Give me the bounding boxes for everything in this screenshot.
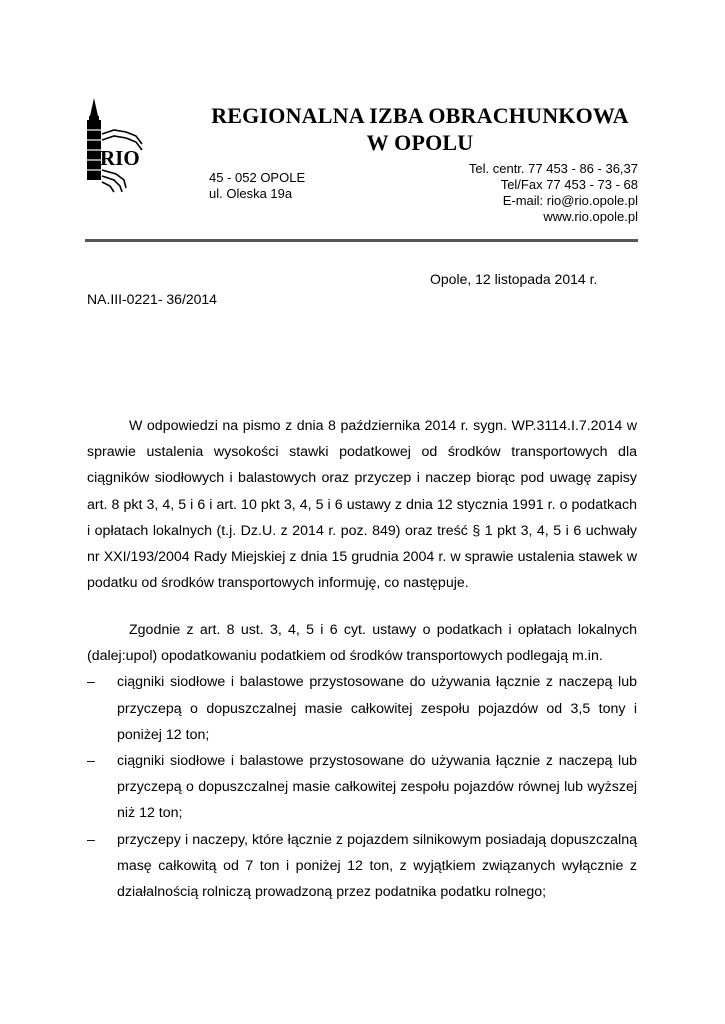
letter-date: Opole, 12 listopada 2014 r. — [430, 271, 598, 287]
contact-fax: Tel/Fax 77 453 - 73 - 68 — [500, 177, 638, 192]
rio-logo — [80, 96, 152, 196]
organization-name-line1: REGIONALNA IZBA OBRACHUNKOWA — [211, 103, 629, 128]
list-item — [87, 748, 637, 827]
reference-number: NA.III-0221- 36/2014 — [87, 291, 217, 307]
list-item — [87, 669, 637, 748]
list-item — [87, 827, 637, 906]
contact-phone: Tel. centr. 77 453 - 86 - 36,37 — [468, 161, 638, 176]
body-paragraph-2 — [87, 617, 637, 905]
list-item-text: przyczepy i naczepy, które łącznie z pojazdem silnikowym posiadają dopuszczalną masę całkowitą od 7 ton i poniżej 12 ton, z wyjątkiem związanych wyłącznie z działalnością rolniczą prowadzoną przez podatnika podatku rolnego; — [117, 831, 637, 901]
dash-bullet: – — [87, 674, 95, 691]
paragraph-2-text: Zgodnie z art. 8 ust. 3, 4, 5 i 6 cyt. ustawy o podatkach i opłatach lokalnych (dalej:upol) opodatkowaniu podatkiem od środków transportowych podlegają m.in. — [87, 622, 637, 665]
address-city: 45 - 052 OPOLE — [209, 170, 306, 185]
header-divider — [85, 239, 638, 242]
list-item-text: ciągniki siodłowe i balastowe przystosowane do używania łącznie z naczepą lub przyczepą o dopuszczalnej masie całkowitej zespołu pojazdów od 3,5 tony i poniżej 12 ton; — [117, 674, 637, 743]
paragraph-1-text: W odpowiedzi na pismo z dnia 8 października 2014 r. sygn. WP.3114.I.7.2014 w sprawie ustalenia wysokości stawki podatkowej od środków transportowych dla ciągników siodłowych i balastowych oraz przyczep i naczep biorąc pod uwagę zapisy art. 8 pkt 3, 4, 5 i 6 i art. 10 pkt 3, 4, 5 i 6 ustawy z dnia 12 stycznia 1991 r. o podatkach i opłatach lokalnych (t.j. Dz.U. z 2014 r. poz. 849) oraz treść § 1 pkt 3, 4, 5 i 6 uchwały nr XXI/193/2004 Rady Miejskiej z dnia 15 grudnia 2004 r. w sprawie ustalenia stawek w podatku od środków transportowych informuję, co następuje. — [87, 418, 637, 592]
dash-bullet: – — [87, 831, 95, 848]
logo-text: RIO — [100, 146, 140, 170]
body-paragraph-1 — [87, 413, 637, 596]
contact-email: E-mail: rio@rio.opole.pl — [502, 193, 638, 208]
organization-name — [160, 102, 680, 156]
dash-bullet: – — [87, 753, 95, 770]
organization-name-line2: W OPOLU — [366, 130, 474, 155]
contact-website: www.rio.opole.pl — [543, 209, 638, 224]
contact-block — [469, 161, 638, 225]
postal-address — [209, 170, 305, 202]
vehicle-list — [87, 669, 637, 905]
address-street: ul. Oleska 19a — [209, 186, 293, 201]
list-item-text: ciągniki siodłowe i balastowe przystosowane do używania łącznie z naczepą lub przyczepą o dopuszczalnej masie całkowitej zespołu pojazdów równej lub wyższej niż 12 ton; — [117, 753, 637, 822]
